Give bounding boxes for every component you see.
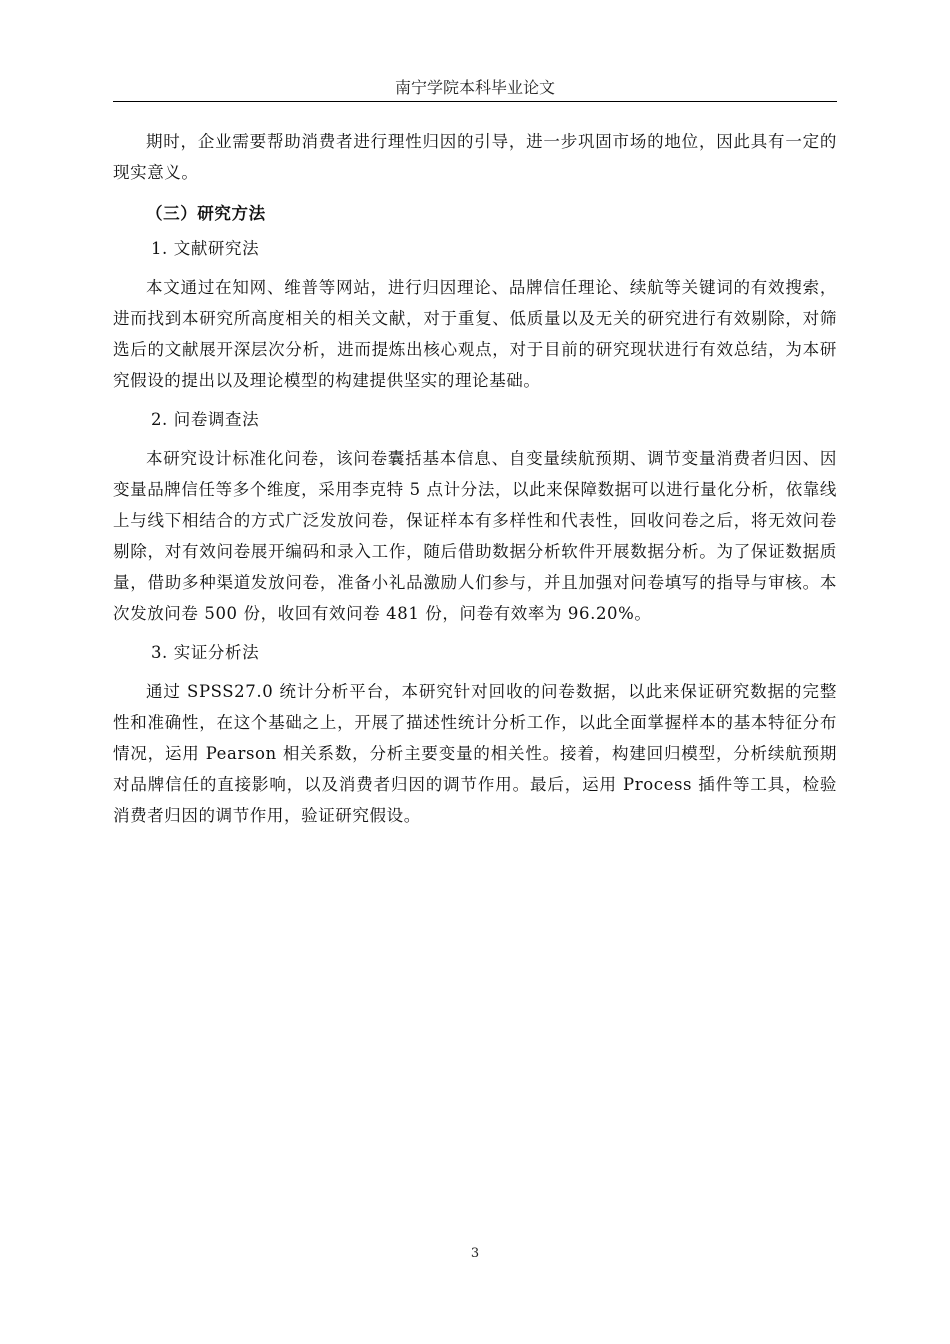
method1-paragraph: 本文通过在知网、维普等网站，进行归因理论、品牌信任理论、续航等关键词的有效搜索，进而找到本研究所高度相关的相关文献，对于重复、低质量以及无关的研究进行有效剔除，对筛选后的文献展开深层次分析，进而提炼出核心观点，对于目前的研究现状进行有效总结，为本研究假设的提出以及理论模型的构建提供坚实的理论基础。 — [113, 278, 837, 390]
method2-paragraph: 本研究设计标准化问卷，该问卷囊括基本信息、自变量续航预期、调节变量消费者归因、因变量品牌信任等多个维度，采用李克特 5 点计分法，以此来保障数据可以进行量化分析，依靠线上与线下相结合的方式广泛发放问卷，保证样本有多样性和代表性，回收问卷之后，将无效问卷剔除，对有效问卷展开编码和录入工作，随后借助数据分析软件开展数据分析。为了保证数据质量，借助多种渠道发放问卷，准备小礼品激励人们参与，并且加强对问卷填写的指导与审核。本次发放问卷 500 份，收回有效问卷 481 份，问卷有效率为 96.20%。 — [113, 449, 837, 623]
document-body — [113, 126, 837, 831]
method3-title: 3. 实证分析法 — [150, 643, 260, 662]
section-heading: （三）研究方法 — [146, 204, 266, 223]
method3-paragraph: 通过 SPSS27.0 统计分析平台，本研究针对回收的问卷数据，以此来保证研究数据的完整性和准确性，在这个基础之上，开展了描述性统计分析工作，以此全面掌握样本的基本特征分布情况，运用 Pearson 相关系数，分析主要变量的相关性。接着，构建回归模型，分析续航预期对品牌信任的直接影响，以及消费者归因的调节作用。最后，运用 Process 插件等工具，检验消费者归因的调节作用，验证研究假设。 — [113, 682, 837, 825]
method2-title: 2. 问卷调查法 — [150, 410, 260, 429]
page-number: 3 — [470, 1246, 480, 1261]
page-header: 南宁学院本科毕业论文 — [113, 74, 837, 102]
continuation-paragraph: 期时，企业需要帮助消费者进行理性归因的引导，进一步巩固市场的地位，因此具有一定的现实意义。 — [113, 132, 837, 182]
method1-title: 1. 文献研究法 — [150, 239, 260, 258]
